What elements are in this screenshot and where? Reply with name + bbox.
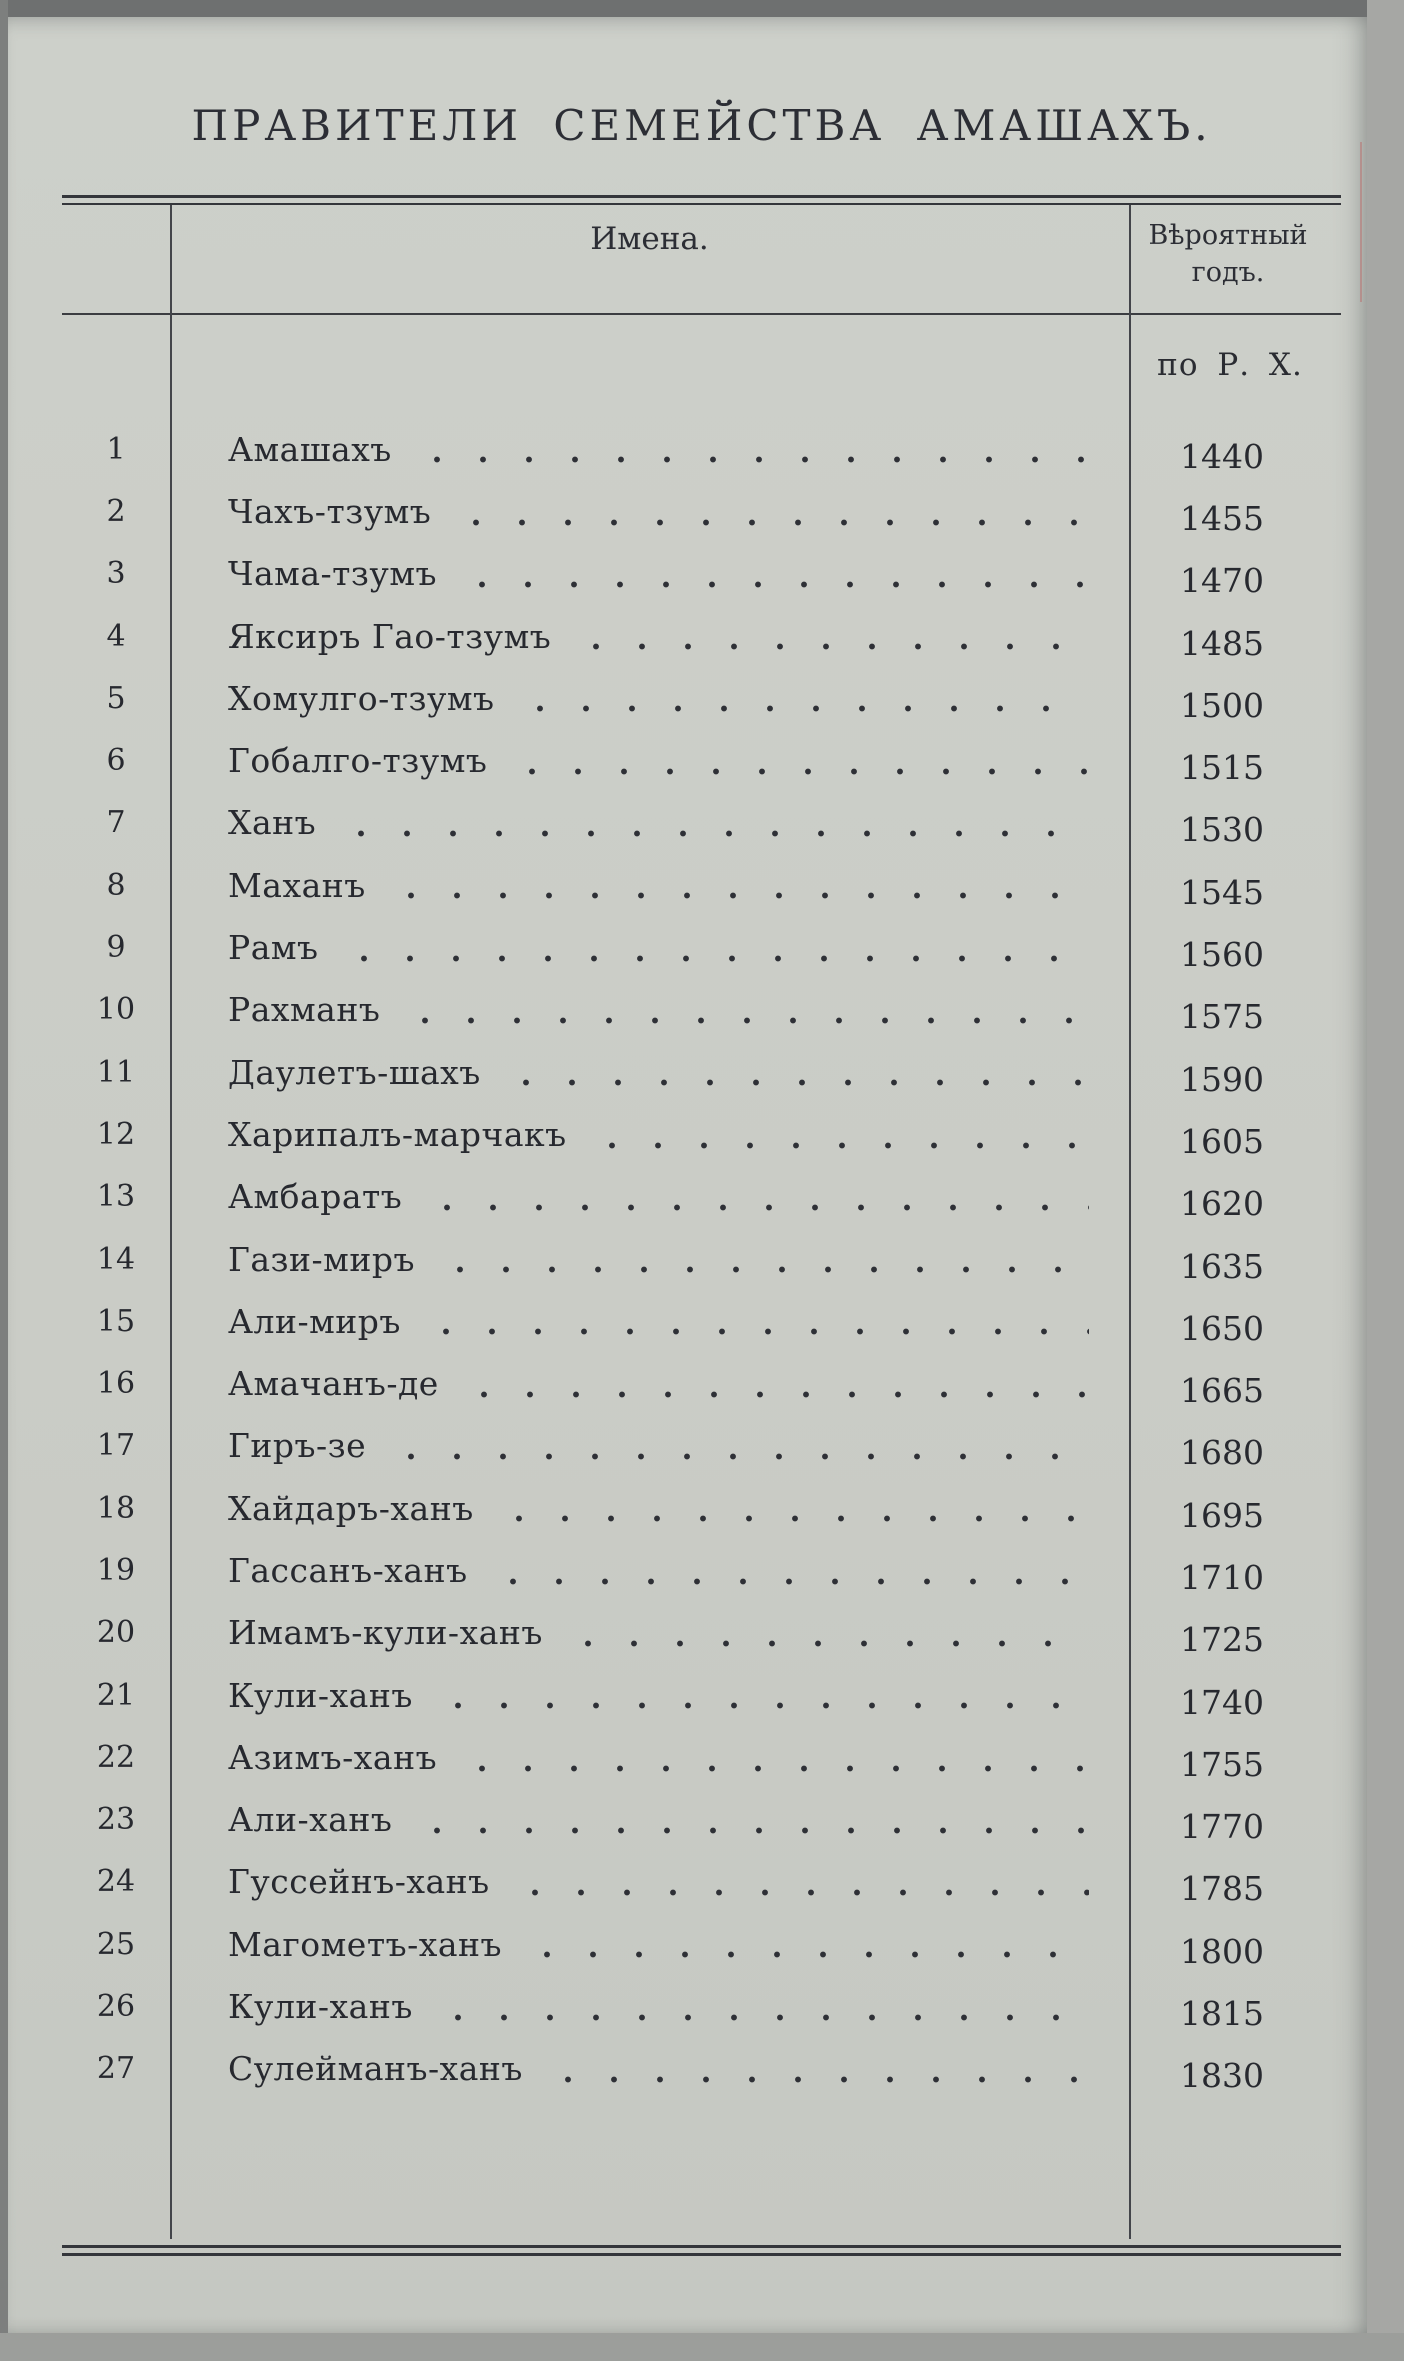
dot-leader — [424, 1166, 1089, 1228]
row-number: 23 — [96, 1802, 136, 1838]
ruler-name: Магометъ-ханъ — [228, 1924, 502, 1964]
probable-year: 1665 — [1180, 1371, 1264, 1411]
row-number: 9 — [106, 930, 126, 966]
table-row — [62, 667, 1341, 729]
dot-leader — [589, 1103, 1089, 1165]
probable-year: 1740 — [1180, 1682, 1264, 1722]
dot-leader — [512, 1851, 1089, 1913]
dot-leader — [545, 2038, 1089, 2100]
ruler-name: Рамъ — [228, 928, 319, 968]
ruler-name: Азимъ-ханъ — [228, 1737, 438, 1777]
row-number: 15 — [96, 1303, 136, 1339]
ruler-name: Гассанъ-ханъ — [228, 1550, 468, 1590]
dot-leader — [338, 792, 1089, 854]
page-title: ПРАВИТЕЛИ СЕМЕЙСТВА АМАШАХЪ. — [191, 101, 1212, 150]
table-row — [62, 1477, 1341, 1539]
row-number: 4 — [106, 618, 126, 654]
dot-leader — [423, 1290, 1089, 1352]
era-label: по Р. Х. — [1157, 347, 1303, 383]
probable-year: 1530 — [1180, 810, 1264, 850]
ruler-name: Харипалъ-марчакъ — [228, 1114, 567, 1154]
row-number: 17 — [96, 1428, 136, 1464]
row-number: 2 — [106, 493, 126, 529]
ruler-name: Кули-ханъ — [228, 1675, 413, 1715]
table-row — [62, 1290, 1341, 1352]
book-page — [8, 17, 1367, 2333]
ruler-name: Чахъ-тзумъ — [228, 491, 432, 531]
row-number: 13 — [96, 1179, 136, 1215]
row-number: 20 — [96, 1615, 136, 1651]
dot-leader — [509, 729, 1089, 791]
row-number: 26 — [96, 1989, 136, 2025]
scan-edge-bottom — [0, 2333, 1404, 2361]
ruler-name: Али-миръ — [228, 1301, 401, 1341]
table-row — [62, 1851, 1341, 1913]
probable-year: 1500 — [1180, 685, 1264, 725]
table-row — [62, 792, 1341, 854]
table-row — [62, 1789, 1341, 1851]
table-row — [62, 480, 1341, 542]
ruler-name: Даулетъ-шахъ — [228, 1052, 481, 1092]
dot-leader — [341, 916, 1089, 978]
table-header-row — [62, 205, 1341, 313]
table-row — [62, 916, 1341, 978]
table-row — [62, 1228, 1341, 1290]
dot-leader — [565, 1602, 1089, 1664]
table-row — [62, 1913, 1341, 1975]
table-row — [62, 1103, 1341, 1165]
dot-leader — [496, 1477, 1089, 1539]
dot-leader — [524, 1913, 1089, 1975]
probable-year: 1605 — [1180, 1121, 1264, 1161]
table-row — [62, 1539, 1341, 1601]
row-number: 7 — [106, 805, 126, 841]
table-subheader-row — [62, 315, 1341, 418]
probable-year: 1830 — [1180, 2056, 1264, 2096]
dot-leader — [435, 1664, 1089, 1726]
ruler-name: Рахманъ — [228, 990, 381, 1030]
dot-leader — [388, 854, 1089, 916]
row-number: 1 — [106, 431, 126, 467]
ruler-name: Амашахъ — [228, 429, 392, 469]
row-number: 18 — [96, 1490, 136, 1526]
column-divider-right — [1129, 205, 1131, 2239]
table-row — [62, 418, 1341, 480]
dot-leader — [503, 1041, 1089, 1103]
probable-year: 1785 — [1180, 1869, 1264, 1909]
table-row — [62, 1602, 1341, 1664]
probable-year: 1590 — [1180, 1059, 1264, 1099]
probable-year: 1485 — [1180, 623, 1264, 663]
table-row — [62, 1352, 1341, 1414]
probable-year: 1755 — [1180, 1744, 1264, 1784]
dot-leader — [573, 605, 1089, 667]
ruler-name: Амбаратъ — [228, 1177, 403, 1217]
dot-leader — [461, 1352, 1089, 1414]
row-number: 27 — [96, 2051, 136, 2087]
table-bottom-rule — [62, 2245, 1341, 2256]
dot-leader — [459, 543, 1089, 605]
dot-leader — [459, 1726, 1089, 1788]
ruler-name: Чама-тзумъ — [228, 554, 438, 594]
dot-leader — [388, 1415, 1089, 1477]
ruler-name: Маханъ — [228, 865, 366, 905]
subheader-spacer — [62, 315, 1129, 418]
ruler-name: Яксиръ Гао-тзумъ — [228, 616, 552, 656]
table-row — [62, 729, 1341, 791]
dot-leader — [435, 1975, 1089, 2037]
table-row — [62, 1415, 1341, 1477]
row-number: 21 — [96, 1677, 136, 1713]
header-number-column — [62, 205, 170, 313]
probable-year: 1455 — [1180, 498, 1264, 538]
dot-leader — [414, 1789, 1089, 1851]
probable-year: 1680 — [1180, 1433, 1264, 1473]
table-row — [62, 1726, 1341, 1788]
row-number: 19 — [96, 1552, 136, 1588]
probable-year: 1800 — [1180, 1931, 1264, 1971]
dot-leader — [453, 480, 1089, 542]
row-number: 25 — [96, 1926, 136, 1962]
ruler-name: Гуссейнъ-ханъ — [228, 1862, 490, 1902]
probable-year: 1440 — [1180, 436, 1264, 476]
probable-year: 1710 — [1180, 1557, 1264, 1597]
row-number: 5 — [106, 680, 126, 716]
dot-leader — [402, 979, 1089, 1041]
scan-edge-right — [1367, 0, 1404, 2361]
table-row — [62, 979, 1341, 1041]
probable-year: 1815 — [1180, 1994, 1264, 2034]
row-number: 16 — [96, 1366, 136, 1402]
table-row — [62, 1041, 1341, 1103]
probable-year: 1545 — [1180, 872, 1264, 912]
table-row — [62, 605, 1341, 667]
header-names: Имена. — [590, 221, 709, 257]
ruler-name: Гобалго-тзумъ — [228, 741, 488, 781]
scan-edge-top — [0, 0, 1404, 17]
ruler-name: Амачанъ-де — [228, 1364, 439, 1404]
dot-leader — [414, 418, 1089, 480]
table-row — [62, 854, 1341, 916]
row-number: 11 — [96, 1054, 136, 1090]
table-top-rule — [62, 195, 1341, 205]
ruler-name: Кули-ханъ — [228, 1987, 413, 2027]
probable-year: 1695 — [1180, 1495, 1264, 1535]
probable-year: 1515 — [1180, 748, 1264, 788]
ruler-name: Гиръ-зе — [228, 1426, 367, 1466]
header-probable-year-line1: Вѣроятный — [1148, 220, 1308, 251]
probable-year: 1575 — [1180, 997, 1264, 1037]
probable-year: 1770 — [1180, 1807, 1264, 1847]
row-number: 24 — [96, 1864, 136, 1900]
row-number: 10 — [96, 992, 136, 1028]
table-row — [62, 1975, 1341, 2037]
row-number: 8 — [106, 867, 126, 903]
row-number: 12 — [96, 1116, 136, 1152]
row-number: 22 — [96, 1739, 136, 1775]
table-row — [62, 543, 1341, 605]
header-probable-year — [1129, 205, 1341, 313]
table-rows — [62, 418, 1341, 2100]
header-probable-year-line2: годъ. — [1191, 257, 1265, 288]
rulers-table — [62, 195, 1341, 2275]
row-number: 14 — [96, 1241, 136, 1277]
ruler-name: Сулейманъ-ханъ — [228, 2049, 523, 2089]
dot-leader — [490, 1539, 1089, 1601]
table-row — [62, 1166, 1341, 1228]
probable-year: 1650 — [1180, 1308, 1264, 1348]
dot-leader — [437, 1228, 1089, 1290]
scan-artifact-line — [1360, 142, 1362, 302]
row-number: 3 — [106, 556, 126, 592]
scan-edge-left — [0, 0, 8, 2361]
ruler-name: Гази-миръ — [228, 1239, 415, 1279]
ruler-name: Имамъ-кули-ханъ — [228, 1613, 543, 1653]
probable-year: 1620 — [1180, 1184, 1264, 1224]
ruler-name: Хомулго-тзумъ — [228, 678, 495, 718]
probable-year: 1470 — [1180, 561, 1264, 601]
ruler-name: Ханъ — [228, 803, 317, 843]
probable-year: 1725 — [1180, 1620, 1264, 1660]
table-row — [62, 1664, 1341, 1726]
probable-year: 1635 — [1180, 1246, 1264, 1286]
ruler-name: Али-ханъ — [228, 1800, 393, 1840]
dot-leader — [517, 667, 1089, 729]
probable-year: 1560 — [1180, 935, 1264, 975]
column-divider-left — [170, 205, 172, 2239]
table-row — [62, 2038, 1341, 2100]
ruler-name: Хайдаръ-ханъ — [228, 1488, 474, 1528]
row-number: 6 — [106, 743, 126, 779]
